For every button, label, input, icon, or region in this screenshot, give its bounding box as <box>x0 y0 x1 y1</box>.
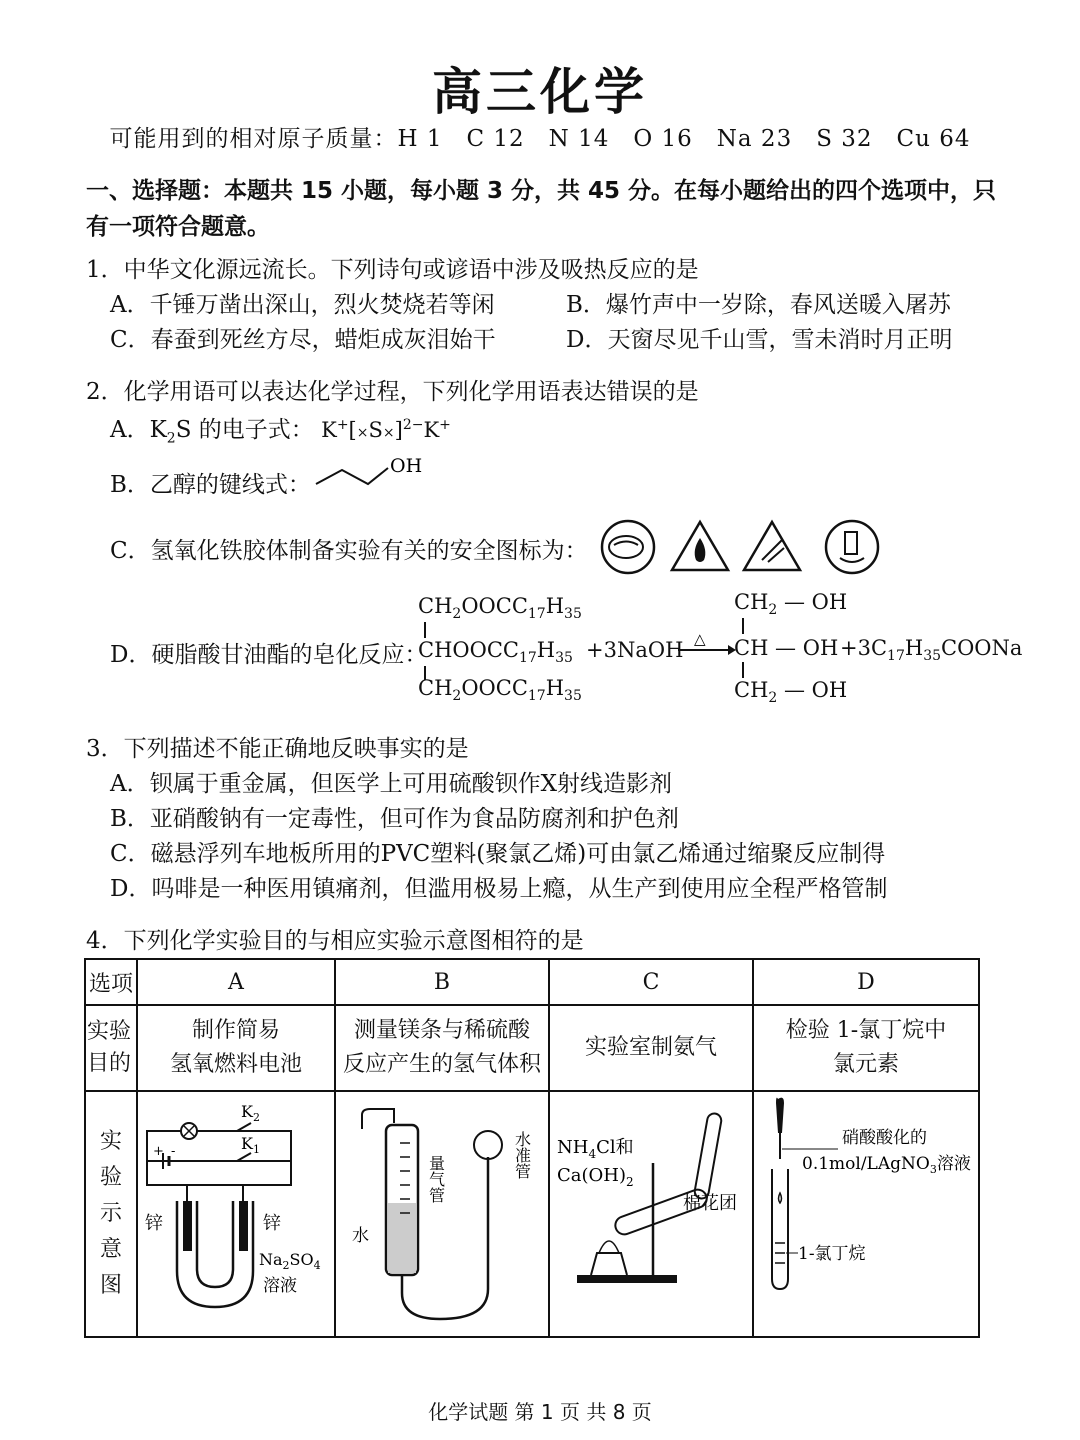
diagram-a-cell <box>137 1091 335 1337</box>
ester-row-1: $CH_2OOCC_{17}H_{35}$ <box>418 594 582 623</box>
svg-text:NH4Cl和: $NH_4Cl$和 <box>557 1137 634 1161</box>
header-cell: 选项 <box>85 959 137 1005</box>
glycerol-row-1: $CH_2$ — OH <box>734 590 848 619</box>
glycerol-row-3: $CH_2$ — OH <box>734 678 848 707</box>
header-cell: A <box>137 959 335 1005</box>
purpose-d: 检验 1-氯丁烷中 氯元素 <box>753 1005 979 1091</box>
svg-text:水: 水 <box>352 1226 369 1246</box>
q1-option-c: C．春蚕到死丝方尽，蜡炬成灰泪始干 <box>110 327 496 353</box>
heat-arrow <box>676 630 736 660</box>
q2-stem: 2．化学用语可以表达化学过程，下列化学用语表达错误的是 <box>86 379 699 405</box>
q2-option-a: A．$K_2S$ 的电子式： $K^+[\times S\times]^{2-}K^+$ <box>110 417 451 447</box>
ester-row-2: $CHOOCC_{17}H_{35}$ <box>418 638 573 667</box>
purpose-c: 实验室制氨气 <box>549 1005 753 1091</box>
q1-stem: 1．中华文化源远流长。下列诗句或谚语中涉及吸热反应的是 <box>86 257 699 283</box>
q3-option-d: D．吗啡是一种医用镇痛剂，但滥用极易上瘾，从生产到使用应全程严格管制 <box>110 876 888 902</box>
goggles-icon <box>602 521 654 573</box>
q2-option-b: B．乙醇的键线式： <box>110 472 311 498</box>
ethanol-skeletal-formula <box>312 454 432 494</box>
header-cell: B <box>335 959 549 1005</box>
svg-text:水准管: 水准管 <box>512 1131 532 1179</box>
ester-bonds <box>418 620 438 690</box>
q2-option-c: C．氢氧化铁胶体制备实验有关的安全图标为： <box>110 538 588 564</box>
header-cell: C <box>549 959 753 1005</box>
svg-text:1-氯丁烷: 1-氯丁烷 <box>798 1244 866 1264</box>
table-header-row <box>85 959 979 1005</box>
svg-text:-: - <box>171 1144 176 1159</box>
svg-text:锌: 锌 <box>263 1213 281 1234</box>
svg-text:锌: 锌 <box>145 1213 163 1234</box>
svg-text:△: △ <box>694 630 706 648</box>
safety-icons <box>598 518 884 576</box>
page-footer: 化学试题 第 1 页 共 8 页 <box>428 1400 652 1424</box>
glycerol-bonds <box>736 616 756 686</box>
purpose-a: 制作简易 氢氧燃料电池 <box>137 1005 335 1091</box>
gas-burette-diagram <box>340 1093 544 1329</box>
purpose-b: 测量镁条与稀硫酸 反应产生的氢气体积 <box>335 1005 549 1091</box>
soap-product: $+3C_{17}H_{35}COONa$ <box>840 636 1023 665</box>
page-title: 高三化学 <box>432 63 648 121</box>
diagram-b-cell <box>335 1091 549 1337</box>
svg-text:量气管: 量气管 <box>426 1155 446 1203</box>
q1-option-d: D．天窗尽见千山雪，雪未消时月正明 <box>566 327 953 353</box>
q1-option-a: A．千锤万凿出深山，烈火焚烧若等闲 <box>110 292 495 318</box>
q4-stem: 4．下列化学实验目的与相应实验示意图相符的是 <box>86 928 584 954</box>
q2-option-d: D．硬脂酸甘油酯的皂化反应： <box>110 642 428 668</box>
svg-text:0.1mol/LAgNO3溶液: 0.1mol/LAgNO$_3$溶液 <box>802 1154 971 1176</box>
diagram-d-cell <box>753 1091 979 1337</box>
silver-nitrate-test-diagram <box>754 1093 978 1329</box>
diagram-c-cell <box>549 1091 753 1337</box>
svg-text:Ca(OH)2: $Ca(OH)_2$ <box>557 1165 634 1189</box>
svg-text:OH: OH <box>390 455 423 477</box>
svg-text:K1: $K_1$ <box>241 1134 260 1156</box>
naoh-reagent: +3NaOH <box>586 638 684 662</box>
q3-option-c: C．磁悬浮列车地板所用的PVC塑料(聚氯乙烯)可由氯乙烯通过缩聚反应制得 <box>110 841 886 867</box>
row-label-purpose: 实验目的 <box>85 1005 137 1091</box>
glycerol-row-2: CH — OH <box>734 636 839 660</box>
header-cell: D <box>753 959 979 1005</box>
section-heading: 一、选择题：本题共 15 小题，每小题 3 分，共 45 分。在每小题给出的四个选项中，只有一项符合题意。 <box>86 178 997 240</box>
wash-hands-icon <box>826 521 878 573</box>
svg-text:硝酸酸化的: 硝酸酸化的 <box>842 1128 927 1148</box>
ammonia-prep-diagram <box>553 1093 749 1329</box>
q3-option-b: B．亚硝酸钠有一定毒性，但可作为食品防腐剂和护色剂 <box>110 806 679 832</box>
atomic-masses: 可能用到的相对原子质量：H 1 C 12 N 14 O 16 Na 23 S 32 Cu 64 <box>109 126 971 152</box>
svg-text:Na2SO4: $Na_2SO_4$ <box>259 1250 321 1272</box>
q1-option-b: B．爆竹声中一岁除，春风送暖入屠苏 <box>566 292 951 318</box>
q3-stem: 3．下列描述不能正确地反映事实的是 <box>86 736 469 762</box>
table-row <box>85 1091 979 1337</box>
flame-warning-icon <box>672 522 728 570</box>
svg-text:+: + <box>153 1144 164 1159</box>
row-label-diagram: 实验示意图 <box>85 1091 137 1337</box>
table-row <box>85 1005 979 1091</box>
fuel-cell-diagram <box>141 1093 331 1329</box>
q4-table <box>84 958 980 1338</box>
electron-formula: $K^+[\times S\times]^{2-}K^+$ <box>321 417 451 442</box>
q3-option-a: A．钡属于重金属，但医学上可用硫酸钡作X射线造影剂 <box>110 771 672 797</box>
hot-surface-icon <box>744 522 800 570</box>
svg-text:棉花团: 棉花团 <box>683 1193 737 1214</box>
svg-text:溶液: 溶液 <box>263 1276 297 1296</box>
svg-text:K2: $K_2$ <box>241 1102 260 1124</box>
ester-row-3: $CH_2OOCC_{17}H_{35}$ <box>418 676 582 705</box>
